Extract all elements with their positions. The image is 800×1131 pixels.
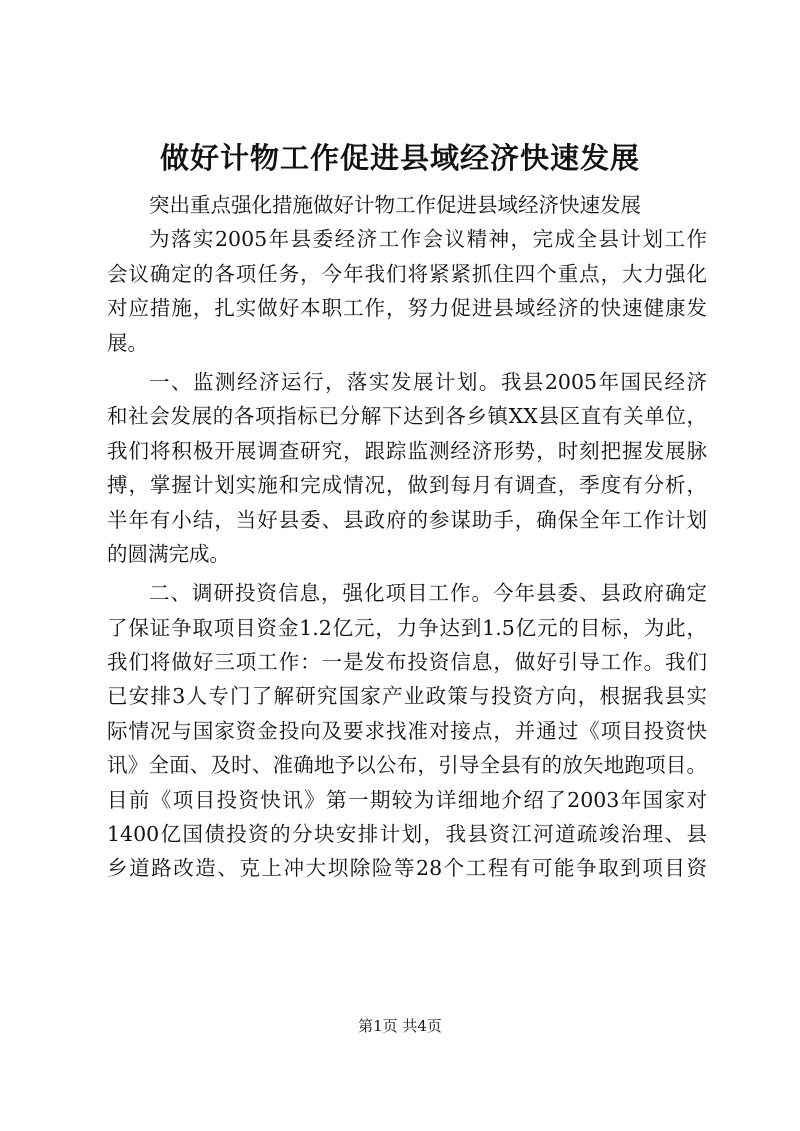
paragraph-line: 了保证争取项目资金1.2亿元，力争达到1.5亿元的目标，为此， bbox=[107, 615, 707, 640]
paragraph-line: 半年有小结，当好县委、县政府的参谋助手，确保全年工作计划 bbox=[107, 507, 707, 532]
paragraph-line: 目前《项目投资快讯》第一期较为详细地介绍了2003年国家对 bbox=[107, 787, 707, 812]
paragraph-line: 乡道路改造、克上冲大坝除险等28个工程有可能争取到项目资 bbox=[107, 856, 707, 881]
paragraph-line: 二、调研投资信息，强化项目工作。今年县委、县政府确定 bbox=[149, 581, 707, 606]
paragraph-line: 为落实2005年县委经济工作会议精神，完成全县计划工作 bbox=[149, 227, 707, 252]
paragraph-line: 对应措施，扎实做好本职工作，努力促进县域经济的快速健康发 bbox=[107, 296, 707, 321]
paragraph-line: 展。 bbox=[107, 330, 148, 355]
paragraph-line: 会议确定的各项任务，今年我们将紧紧抓住四个重点，大力强化 bbox=[107, 261, 707, 286]
paragraph-line: 和社会发展的各项指标已分解下达到各乡镇XX县区直有关单位， bbox=[107, 404, 707, 429]
page-footer: 第1页 共4页 bbox=[358, 1017, 442, 1035]
paragraph-line: 搏，掌握计划实施和完成情况，做到每月有调查，季度有分析， bbox=[107, 473, 707, 498]
paragraph-line: 的圆满完成。 bbox=[107, 541, 230, 566]
paragraph-line: 讯》全面、及时、准确地予以公布，引导全县有的放矢地跑项目。 bbox=[107, 753, 707, 778]
paragraph-line: 一、监测经济运行，落实发展计划。我县2005年国民经济 bbox=[149, 369, 707, 394]
paragraph-line: 1400亿国债投资的分块安排计划，我县资江河道疏竣治理、县 bbox=[107, 822, 707, 847]
document-title: 做好计物工作促进县域经济快速发展 bbox=[159, 141, 640, 175]
subtitle-line: 突出重点强化措施做好计物工作促进县域经济快速发展 bbox=[149, 193, 641, 217]
paragraph-line: 际情况与国家资金投向及要求找准对接点，并通过《项目投资快 bbox=[107, 718, 707, 743]
paragraph-line: 已安排3人专门了解研究国家产业政策与投资方向，根据我县实 bbox=[107, 684, 707, 709]
document-body bbox=[107, 188, 707, 886]
paragraph-line: 我们将做好三项工作：一是发布投资信息，做好引导工作。我们 bbox=[107, 650, 707, 675]
paragraph-line: 我们将积极开展调查研究，跟踪监测经济形势，时刻把握发展脉 bbox=[107, 438, 707, 463]
